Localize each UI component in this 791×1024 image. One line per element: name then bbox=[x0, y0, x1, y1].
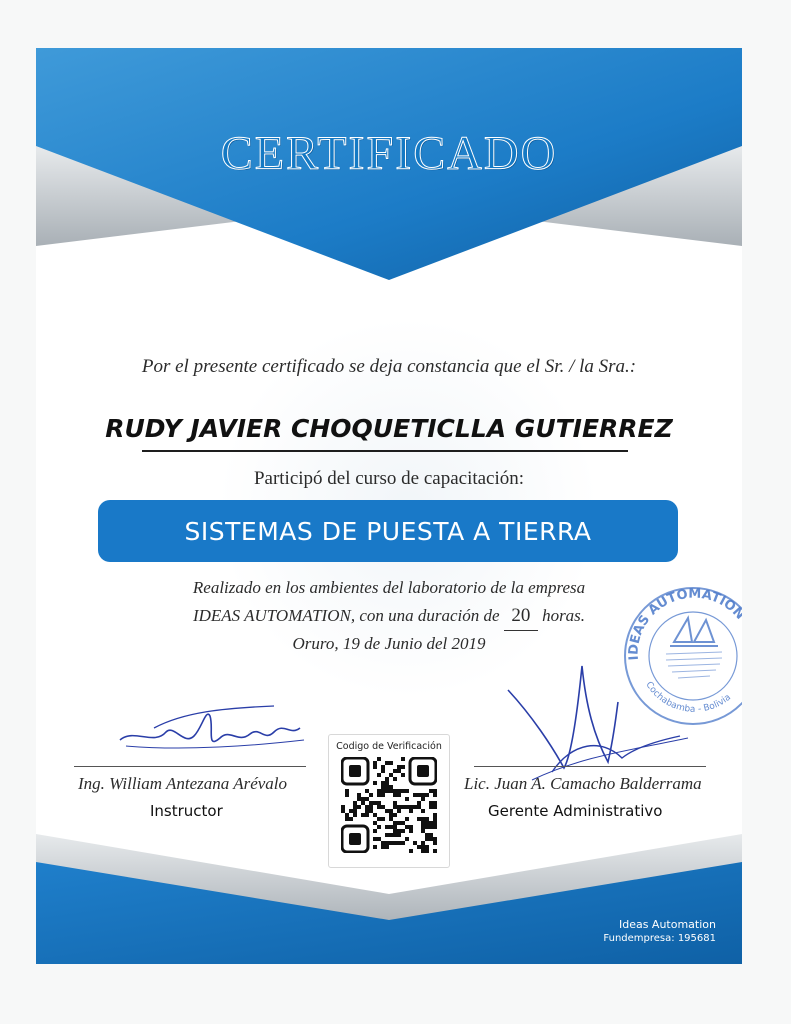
qr-code-icon[interactable] bbox=[341, 757, 437, 853]
details-line-1: Realizado en los ambientes del laboratorio de la empresa bbox=[192, 578, 586, 597]
participation-text: Participó del curso de capacitación: bbox=[253, 468, 525, 489]
course-title-box bbox=[98, 500, 678, 562]
certificate-title: CERTIFICADO bbox=[220, 127, 558, 180]
hours-value: 20 bbox=[504, 602, 538, 631]
instructor-signature bbox=[114, 688, 314, 768]
footer-company: Ideas Automation bbox=[618, 918, 716, 931]
manager-signature-line bbox=[474, 766, 706, 767]
recipient-name: RUDY JAVIER CHOQUETICLLA GUTIERREZ bbox=[105, 414, 673, 443]
details-line-2-prefix: IDEAS AUTOMATION, con una duración de bbox=[192, 606, 500, 625]
manager-role: Gerente Administrativo bbox=[488, 802, 663, 820]
course-title: SISTEMAS DE PUESTA A TIERRA bbox=[184, 516, 592, 546]
intro-text: Por el presente certificado se deja constancia que el Sr. / la Sra.: bbox=[141, 356, 637, 377]
qr-label: Codigo de Verificación bbox=[336, 741, 442, 752]
instructor-signature-line bbox=[74, 766, 306, 767]
footer-registry: Fundempresa: 195681 bbox=[603, 933, 716, 944]
instructor-name: Ing. William Antezana Arévalo bbox=[78, 774, 288, 793]
details-line-2-suffix: horas. bbox=[542, 606, 586, 625]
stamp-ring-top: IDEAS AUTOMATION bbox=[626, 586, 748, 661]
name-underline bbox=[142, 450, 628, 452]
instructor-role: Instructor bbox=[150, 802, 223, 820]
manager-name: Lic. Juan A. Camacho Balderrama bbox=[464, 774, 702, 793]
verification-qr-card bbox=[328, 734, 450, 868]
stamp-ring-bottom: Cochabamba - Bolivia bbox=[643, 680, 734, 715]
footer-company-info bbox=[603, 918, 716, 946]
date-line: Oruro, 19 de Junio del 2019 bbox=[292, 634, 486, 653]
stamp-logo-icon bbox=[670, 618, 718, 646]
manager-signature bbox=[502, 646, 692, 786]
certificate-sheet bbox=[36, 48, 748, 964]
